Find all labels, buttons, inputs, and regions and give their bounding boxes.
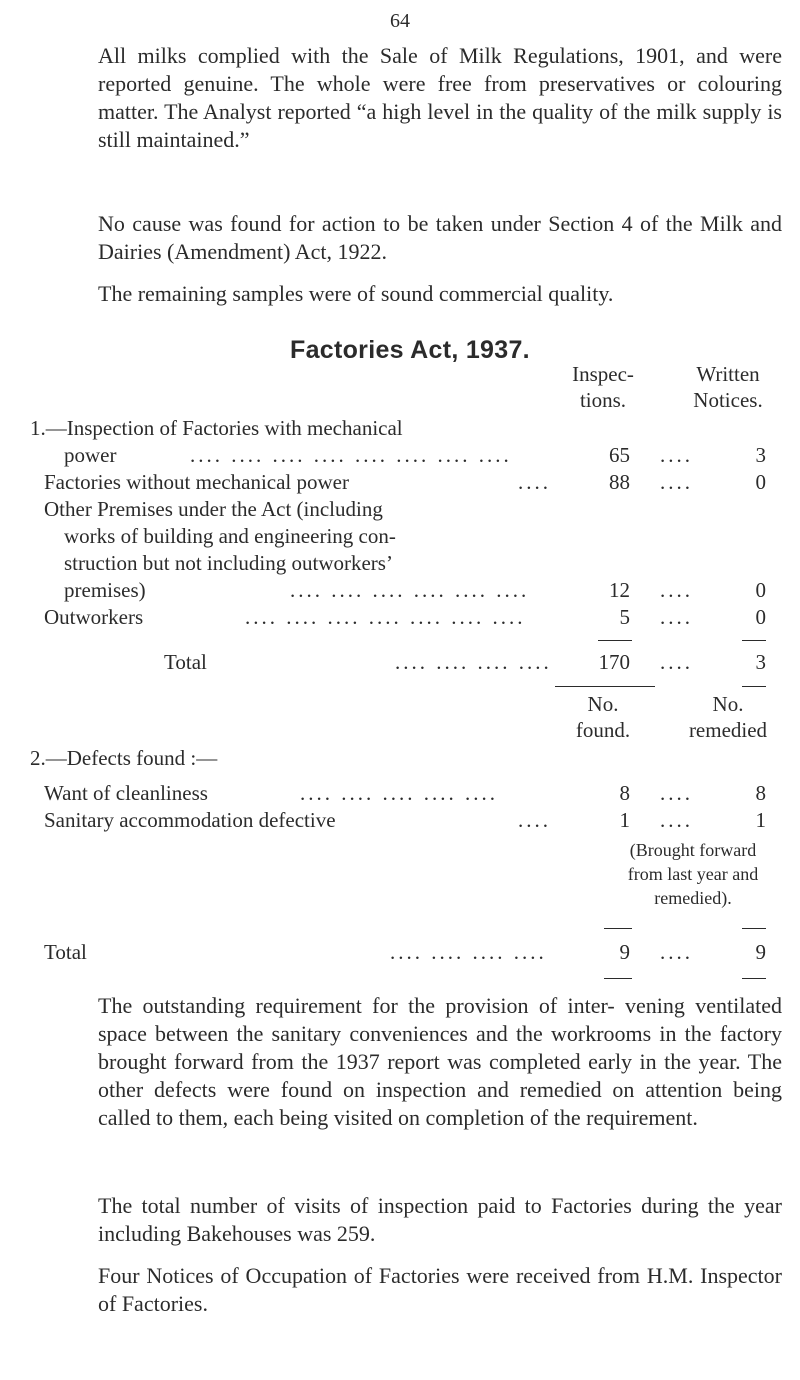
row-label: Outworkers [44, 605, 144, 629]
rule [742, 928, 766, 929]
total-label: Total [164, 650, 207, 674]
row-dots: .... .... .... .... .... .... .... .... [190, 443, 512, 467]
factories-heading: Factories Act, 1937. [290, 336, 530, 364]
brought-forward-note: remedied). [654, 888, 732, 908]
other-premises-line: Other Premises under the Act (including [44, 497, 383, 521]
row-inspections: 5 [619, 605, 630, 629]
defects-total-dots: .... [660, 940, 693, 964]
paragraph-milk-sale: All milks complied with the Sale of Milk Regulations, 1901, and were reported genuine. The whole were free from preservatives or colouring matter. The Analyst reported “a high level in the quality of the milk supply is still maintained.” [98, 43, 782, 152]
total-inspections: 170 [598, 650, 630, 674]
defect-found: 8 [619, 781, 630, 805]
row-label: Factories without mechanical power [44, 470, 349, 494]
col-remedied-line2: remedied [688, 718, 768, 742]
row-inspections: 65 [609, 443, 630, 467]
defect-remedied: 1 [755, 808, 766, 832]
page-number: 64 [390, 10, 410, 32]
rule [604, 928, 632, 929]
other-premises-line: struction but not including outworkers’ [64, 551, 393, 575]
other-premises-line: works of building and engineering con- [64, 524, 396, 548]
brought-forward-note: (Brought forward [629, 840, 757, 860]
rule [598, 640, 632, 641]
row-notices: 0 [755, 470, 766, 494]
row-inspections: 88 [609, 470, 630, 494]
rule [742, 686, 766, 687]
defect-dots: .... [660, 781, 693, 805]
row-notices: 0 [755, 605, 766, 629]
defect-remedied: 8 [755, 781, 766, 805]
col-found-line2: found. [575, 718, 631, 742]
total-dots: .... .... .... .... [395, 650, 552, 674]
section1-title: 1.—Inspection of Factories with mechanical [30, 416, 403, 440]
row-inspections: 12 [609, 578, 630, 602]
col-remedied-line1: No. [712, 692, 744, 716]
row-dots: .... [660, 578, 693, 602]
defect-dots: .... .... .... .... .... [300, 781, 498, 805]
row-dots: .... .... .... .... .... .... [290, 578, 530, 602]
row-dots: .... .... .... .... .... .... .... [245, 605, 526, 629]
total-notices: 3 [755, 650, 766, 674]
paragraph-notices: Four Notices of Occupation of Factories were received from H.M. Inspector of Factories. [98, 1263, 782, 1316]
row-dots: .... [660, 443, 693, 467]
row-dots: .... [660, 470, 693, 494]
paragraph-visits: The total number of visits of inspection paid to Factories during the year including Bakehouses was 259. [98, 1193, 782, 1246]
col-found-line1: No. [587, 692, 619, 716]
defects-total-found: 9 [619, 940, 630, 964]
rule [742, 640, 766, 641]
paragraph-remaining: The remaining samples were of sound commercial quality. [98, 281, 614, 306]
row-dots: .... [660, 605, 693, 629]
row-notices: 3 [755, 443, 766, 467]
brought-forward-note: from last year and [627, 864, 759, 884]
rule [555, 686, 655, 687]
row-notices: 0 [755, 578, 766, 602]
defect-label: Sanitary accommodation defective [44, 808, 336, 832]
section2-title: 2.—Defects found :— [30, 746, 218, 770]
defects-total-remedied: 9 [755, 940, 766, 964]
row-label: premises) [64, 578, 146, 602]
defects-total-dots: .... .... .... .... [390, 940, 547, 964]
defect-found: 1 [619, 808, 630, 832]
col-inspections-line1: Inspec- [572, 362, 634, 386]
paragraph-no-cause: No cause was found for action to be taken under Section 4 of the Milk and Dairies (Amendment) Act, 1922. [98, 211, 782, 264]
defect-dots: .... [660, 808, 693, 832]
col-notices-line2: Notices. [693, 388, 763, 412]
rule [742, 978, 766, 979]
row-dots: .... [518, 470, 551, 494]
rule [604, 978, 632, 979]
col-notices-line1: Written [696, 362, 760, 386]
col-inspections-line2: tions. [579, 388, 627, 412]
paragraph-outstanding: The outstanding requirement for the provision of inter- vening ventilated space between the sanitary conveniences and the workrooms in the factory brought forward from the 1937 report was completed early in the year. The other defects were found on inspection and remedied on attention being called to them, each being visited on completion of the requirement. [98, 993, 782, 1130]
total-dots: .... [660, 650, 693, 674]
defect-dots: .... [518, 808, 551, 832]
defects-total-label: Total [44, 940, 87, 964]
row-label: power [64, 443, 117, 467]
defect-label: Want of cleanliness [44, 781, 208, 805]
